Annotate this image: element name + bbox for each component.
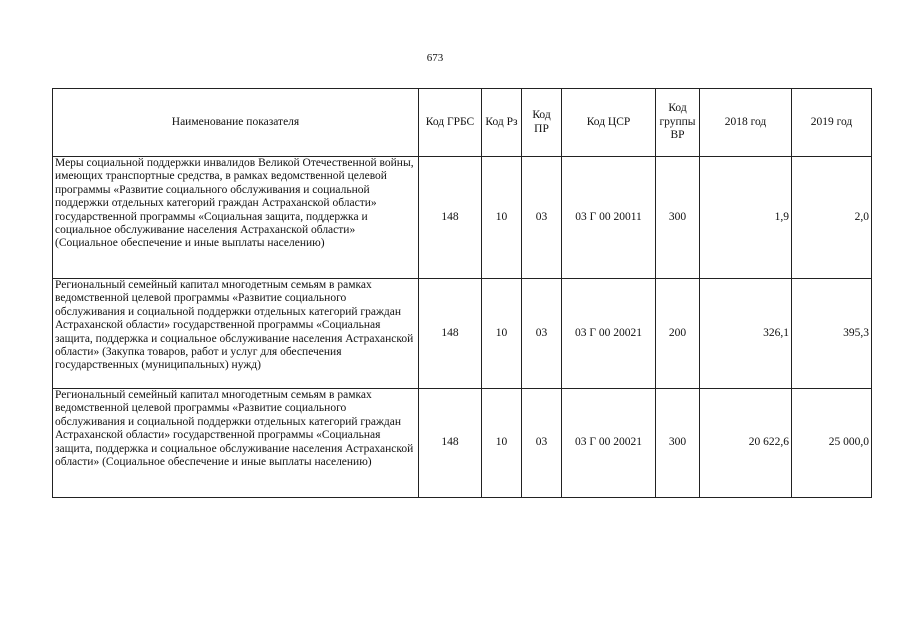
budget-table [52,88,872,498]
indicator-name: Региональный семейный капитал многодетным семьям в рамках ведомственной целевой программы «Развитие социального обслуживания и социальной поддержки отдельных категорий граждан Астраханской области» государственной программы «Социальная защита, поддержка и социальное обслуживание населения Астраханской области» (Закупка товаров, работ и услуг для обеспечения государственных (муниципальных) нужд) [53,279,419,389]
pr-code: 03 [522,389,562,498]
csr-code: 03 Г 00 20011 [562,157,656,279]
grbs-code: 148 [419,279,482,389]
rz-code: 10 [482,279,522,389]
header-vr: Код группы ВР [656,89,700,157]
indicator-name: Региональный семейный капитал многодетным семьям в рамках ведомственной целевой программы «Развитие социального обслуживания и социальной поддержки отдельных категорий граждан Астраханской области» государственной программы «Социальная защита, поддержка и социальное обслуживание населения Астраханской области» (Социальное обеспечение и иные выплаты населению) [53,389,419,498]
indicator-name: Меры социальной поддержки инвалидов Великой Отечественной войны, имеющих транспортные средства, в рамках ведомственной целевой программы «Развитие социального обслуживания и социальной поддержки отдельных категорий граждан Астраханской области» государственной программы «Социальная защита, поддержка и социальное обслуживание населения Астраханской области» (Социальное обеспечение и иные выплаты населению) [53,157,419,279]
vr-code: 300 [656,389,700,498]
page-number: 673 [426,52,444,64]
vr-code: 300 [656,157,700,279]
header-pr: Код ПР [522,89,562,157]
pr-code: 03 [522,279,562,389]
value-2018: 20 622,6 [700,389,792,498]
value-2019: 25 000,0 [792,389,872,498]
rz-code: 10 [482,157,522,279]
table-row [53,279,872,389]
header-row [53,89,872,157]
table-row [53,157,872,279]
rz-code: 10 [482,389,522,498]
header-rz: Код Рз [482,89,522,157]
header-2018: 2018 год [700,89,792,157]
header-grbs: Код ГРБС [419,89,482,157]
csr-code: 03 Г 00 20021 [562,389,656,498]
csr-code: 03 Г 00 20021 [562,279,656,389]
value-2019: 395,3 [792,279,872,389]
header-2019: 2019 год [792,89,872,157]
table-row [53,389,872,498]
grbs-code: 148 [419,157,482,279]
value-2019: 2,0 [792,157,872,279]
header-csr: Код ЦСР [562,89,656,157]
value-2018: 326,1 [700,279,792,389]
grbs-code: 148 [419,389,482,498]
vr-code: 200 [656,279,700,389]
value-2018: 1,9 [700,157,792,279]
pr-code: 03 [522,157,562,279]
header-name: Наименование показателя [53,89,419,157]
